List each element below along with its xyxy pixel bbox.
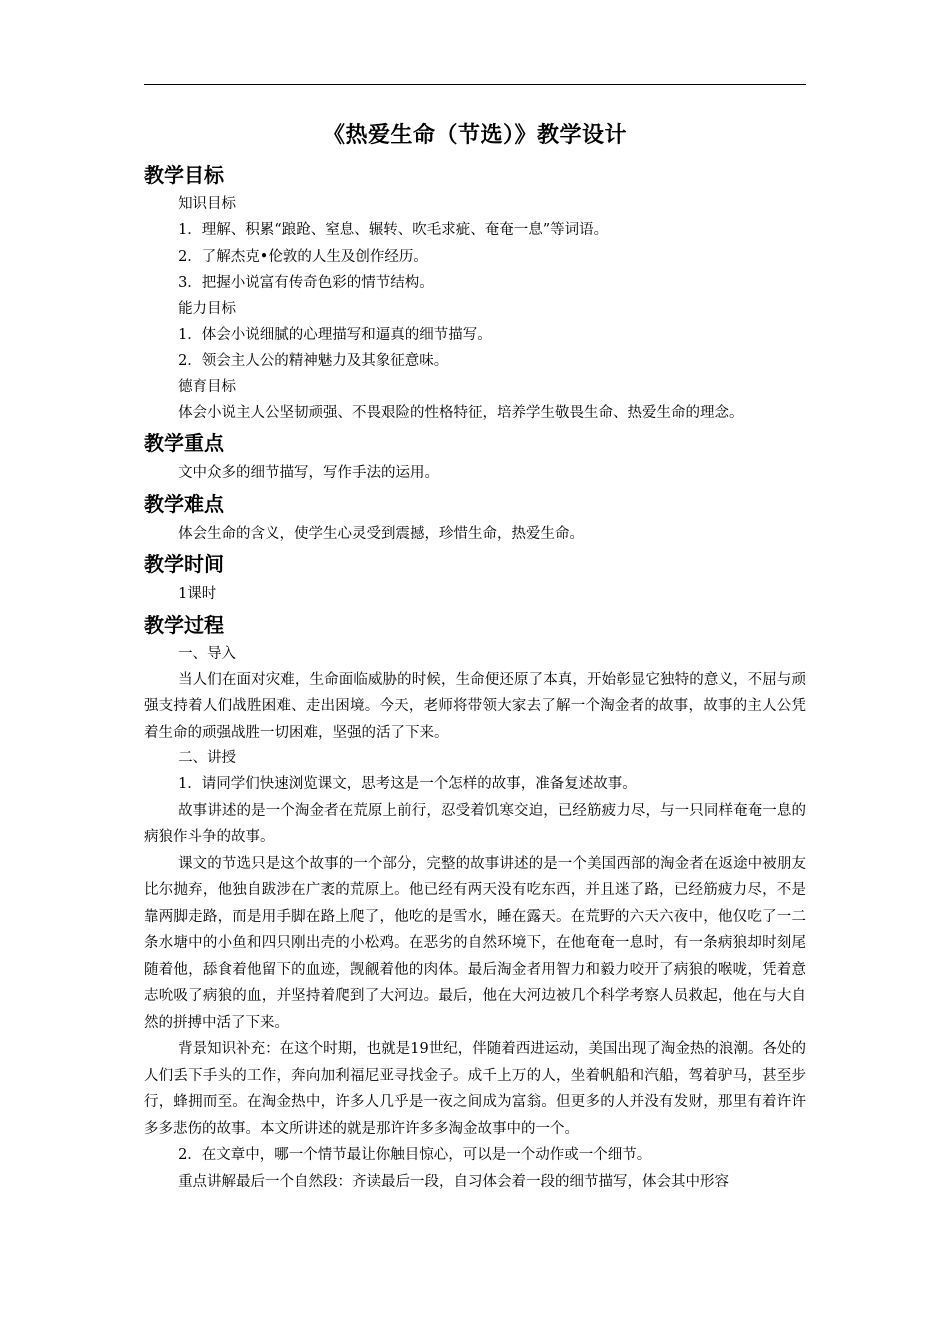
paragraph: 1．请同学们快速浏览课文，思考这是一个怎样的故事，准备复述故事。 [178,776,637,792]
document-body [144,118,806,1195]
paragraph: 故事讲述的是一个淘金者在荒原上前行，忍受着饥寒交迫，已经筋疲力尽，与一只同样奄奄一息的病狼作斗争的故事。 [144,802,806,845]
section-heading: 教学重点 [144,431,224,455]
subheading: 二、讲授 [178,750,237,766]
paragraph: 1课时 [178,586,217,602]
paragraph: 体会小说主人公坚韧顽强、不畏艰险的性格特征，培养学生敬畏生命、热爱生命的理念。 [178,404,744,421]
paragraph: 3．把握小说富有传奇色彩的情节结构。 [178,275,434,291]
paragraph: 1．理解、积累“踉跄、窒息、辗转、吹毛求疵、奄奄一息”等词语。 [178,222,609,238]
paragraph: 2．了解杰克•伦敦的人生及创作经历。 [178,248,428,265]
paragraph: 当人们在面对灾难，生命面临威胁的时候，生命便还原了本真，开始彰显它独特的意义，不屈与顽强支持着人们战胜困难、走出困境。今天，老师将带领大家去了解一个淘金者的故事，故事的主人公凭着生命的顽强战胜一切困难，坚强的活了下来。 [144,671,806,741]
section-heading: 教学难点 [144,491,224,516]
subheading: 一、导入 [178,645,237,662]
paragraph: 背景知识补充：在这个时期，也就是19世纪，伴随着西进运动，美国出现了淘金热的浪潮。各处的人们丢下手头的工作，奔向加利福尼亚寻找金子。成千上万的人，坐着帆船和汽船，驾着驴马，甚至步行，蜂拥而至。在淘金热中，许多人几乎是一夜之间成为富翁。但更多的人并没有发财，那里有着许许多多悲伤的故事。本文所讲述的就是那许许多多淘金故事中的一个。 [144,1041,806,1137]
paragraph: 2．在文章中，哪一个情节最让你触目惊心，可以是一个动作或一个细节。 [178,1147,652,1163]
subheading: 德育目标 [178,378,237,395]
paragraph: 体会生命的含义，使学生心灵受到震撼，珍惜生命，热爱生命。 [178,525,585,542]
paragraph: 课文的节选只是这个故事的一个部分，完整的故事讲述的是一个美国西部的淘金者在返途中被朋友比尔抛弃，他独自跋涉在广袤的荒原上。他已经有两天没有吃东西，并且迷了路，已经筋疲力尽，不是靠两脚走路，而是用手脚在路上爬了，他吃的是雪水，睡在露天。在荒野的六天六夜中，他仅吃了一二条水塘中的小鱼和四只刚出壳的小松鸡。在恶劣的自然环境下，在他奄奄一息时，有一条病狼却时刻尾随着他，舔食着他留下的血迹，觊觎着他的肉体。最后淘金者用智力和毅力咬开了病狼的喉咙，凭着意志吮吸了病狼的血，并坚持着爬到了大河边。最后，他在大河边被几个科学考察人员救起，他在与大自然的拼搏中活了下来。 [144,855,806,1031]
document-title: 《热爱生命（节选）》教学设计 [322,122,627,148]
paragraph: 1．体会小说细腻的心理描写和逼真的细节描写。 [178,326,492,343]
subheading: 知识目标 [178,196,237,212]
paragraph: 2．领会主人公的精神魅力及其象征意味。 [178,353,449,369]
paragraph: 重点讲解最后一个自然段：齐读最后一段，自习体会着一段的细节描写，体会其中形容 [178,1173,730,1190]
sections-container [144,158,806,1195]
section-heading: 教学目标 [144,163,224,187]
paragraph: 文中众多的细节描写，写作手法的运用。 [178,465,440,481]
section-heading: 教学时间 [144,552,224,576]
header-rule [144,84,806,85]
section-heading: 教学过程 [144,612,224,637]
subheading: 能力目标 [178,300,237,317]
